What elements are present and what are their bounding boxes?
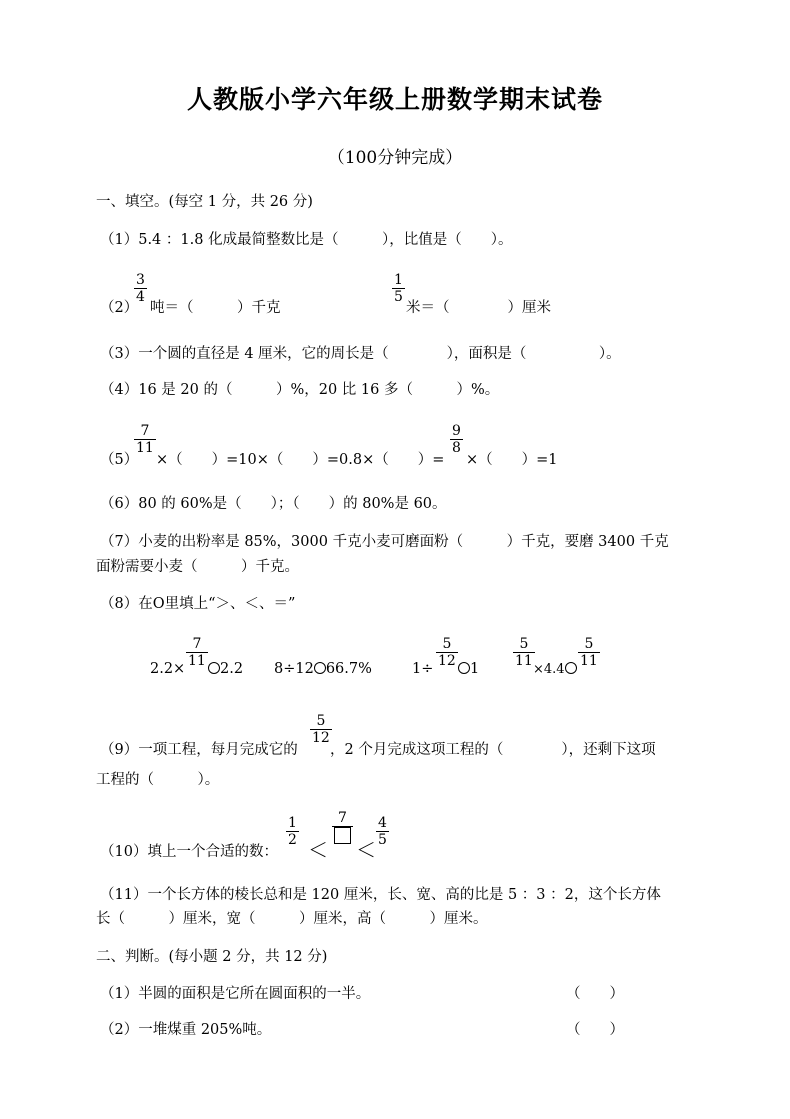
question-5-prefix: （5） <box>100 452 139 468</box>
section1-header: 一、填空。(每空 1 分，共 26 分) <box>96 194 313 210</box>
judge-item-2-text: （2）一堆煤重 205%吨。 <box>100 1022 272 1038</box>
compare-circle-icon[interactable] <box>565 662 577 674</box>
q8-item4-compare: ×4.4 <box>533 662 577 677</box>
question-11-line-2: 长（ ）厘米，宽（ ）厘米，高（ ）厘米。 <box>96 911 488 927</box>
question-2-fraction-a: $\frac{3}{4}$ <box>136 272 145 305</box>
question-2-part-a: 吨＝（ ）千克 <box>150 300 281 316</box>
answer-box-icon[interactable] <box>334 827 351 844</box>
question-7-line-2: 面粉需要小麦（ ）千克。 <box>96 559 299 575</box>
compare-circle-icon[interactable] <box>314 662 326 674</box>
q8-item1-compare: 2.2 <box>208 661 243 677</box>
less-than-2: ＜ <box>356 838 376 862</box>
q8-item1-fraction: $\frac{7}{11}$ <box>188 636 206 669</box>
compare-circle-icon[interactable] <box>208 662 220 674</box>
q8-item3-fraction: $\frac{5}{12}$ <box>438 636 456 669</box>
q8-item3-compare: 1 <box>458 661 479 677</box>
question-9-prefix: （9）一项工程，每月完成它的 <box>100 742 298 758</box>
page-title: 人教版小学六年级上册数学期末试卷 <box>186 85 603 114</box>
q8-item1-prefix: 2.2× <box>150 661 186 677</box>
question-7-line-1: （7）小麦的出粉率是 85%，3000 千克小麦可磨面粉（ ）千克，要磨 3400 千克 <box>100 534 669 550</box>
question-8-header: （8）在O里填上“＞、＜、＝” <box>100 596 296 612</box>
q8-item4-fraction-2: $\frac{5}{11}$ <box>580 636 598 669</box>
question-5-fraction-b: $\frac{9}{8}$ <box>452 423 461 456</box>
q8-item3-prefix: 1÷ <box>412 661 434 677</box>
question-6: （6）80 的 60%是（ ）；（ ）的 80%是 60。 <box>100 496 447 512</box>
question-1: （1）5.4 ：1.8 化成最简整数比是（ ），比值是（ ）。 <box>100 232 513 248</box>
q8-item2: 8÷12 66.7% <box>274 661 372 677</box>
question-10-prefix: （10）填上一个合适的数： <box>100 844 278 860</box>
question-2-prefix: （2） <box>100 300 139 316</box>
question-9-line-2: 工程的（ ）。 <box>96 772 220 788</box>
judge-item-1-blank[interactable]: （ ） <box>566 986 624 1002</box>
judge-item-2-blank[interactable]: （ ） <box>566 1022 624 1038</box>
question-5-part-b: ×（ ）=1 <box>466 452 558 468</box>
q8-item4-fraction-1: $\frac{5}{11}$ <box>515 636 533 669</box>
question-9-fraction: $\frac{5}{12}$ <box>312 713 330 746</box>
section2-header: 二、判断。(每小题 2 分，共 12 分) <box>96 949 328 965</box>
question-10-fraction-blank: 7 <box>332 810 353 845</box>
question-5-fraction-a: $\frac{7}{11}$ <box>136 423 154 456</box>
question-9-suffix: ，2 个月完成这项工程的（ ），还剩下这项 <box>330 742 656 758</box>
question-2-fraction-b: $\frac{1}{5}$ <box>394 272 403 305</box>
question-10-fraction-b: $\frac{4}{5}$ <box>378 815 387 848</box>
question-11-line-1: （11）一个长方体的棱长总和是 120 厘米，长、宽、高的比是 5 ：3 ：2，这个长方体 <box>100 887 661 903</box>
question-4: （4）16 是 20 的（ ）%，20 比 16 多（ ）%。 <box>100 382 500 398</box>
question-5-part-a: ×（ ）=10×（ ）=0.8×（ ）= <box>156 452 445 468</box>
question-10-fraction-a: $\frac{1}{2}$ <box>288 815 297 848</box>
compare-circle-icon[interactable] <box>458 662 470 674</box>
question-3: （3）一个圆的直径是 4 厘米，它的周长是（ ），面积是（ ）。 <box>100 346 621 362</box>
page-subtitle: （100分钟完成） <box>327 148 463 168</box>
less-than-1: ＜ <box>308 838 328 862</box>
judge-item-1-text: （1）半圆的面积是它所在圆面积的一半。 <box>100 986 371 1002</box>
question-2-part-b: 米＝（ ）厘米 <box>406 300 551 316</box>
